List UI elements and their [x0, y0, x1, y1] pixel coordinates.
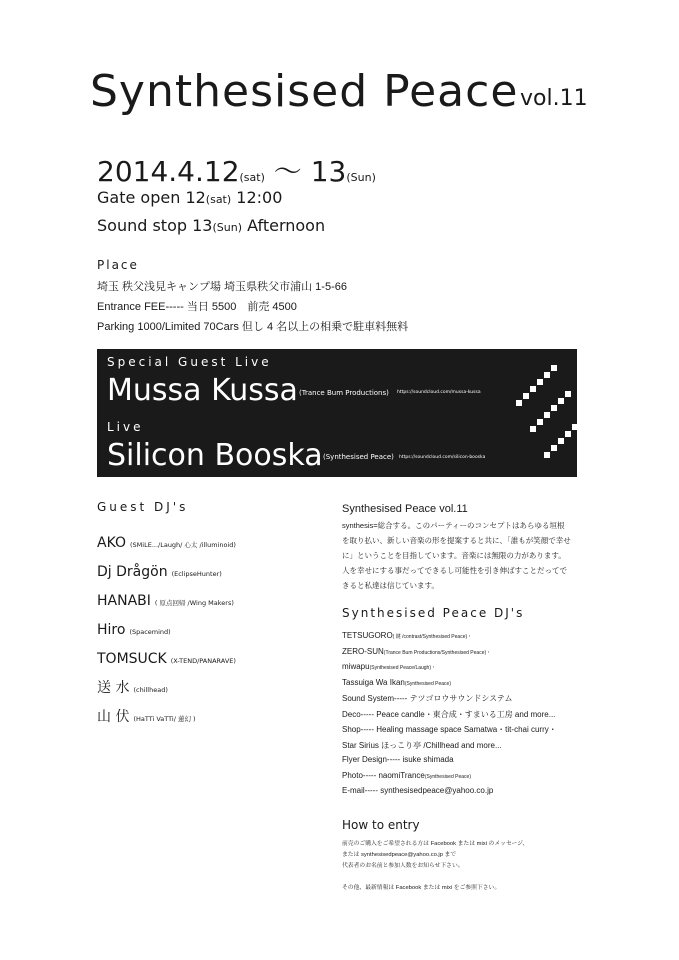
guest-dj-name: Hiro	[97, 622, 126, 638]
venue-address: 埼玉 秩父浅見キャンプ場 埼玉県秩父市浦山 1-5-66	[97, 281, 347, 293]
crew-line	[342, 647, 491, 656]
crew-text: TETSUGORO	[342, 631, 393, 640]
sound-num: 13	[192, 216, 213, 235]
pixel-square	[530, 386, 536, 392]
guest-dj-name: TOMSUCK	[97, 651, 167, 667]
gate-time: 12:00	[236, 188, 283, 207]
special-guest-live-label: Special Guest Live	[107, 355, 272, 369]
crew-line	[342, 693, 513, 704]
about-line: 人を幸せにする事だってできるし可能性を引き伸ばすことだってで	[342, 566, 567, 575]
pixel-square	[537, 379, 543, 385]
guest-dj-name: AKO	[97, 535, 127, 551]
mussa-kussa-name: Mussa Kussa	[107, 373, 298, 408]
crew-line	[342, 771, 471, 780]
resident-djs-heading: Synthesised Peace DJ's	[342, 606, 525, 620]
gate-label: Gate open	[97, 188, 181, 207]
pixel-square	[558, 438, 564, 444]
crew-line	[342, 724, 557, 735]
about-line: synthesis=総合する。このパーティーのコンセプトはあらゆる垣根	[342, 521, 565, 530]
date-start: 2014.4.12	[97, 155, 240, 188]
guest-dj-row	[97, 561, 222, 580]
gate-open	[97, 188, 282, 207]
crew-affiliation: (Synthesised Peace)	[424, 773, 471, 780]
pixel-square	[523, 393, 529, 399]
place-heading: Place	[97, 258, 139, 272]
crew-text: Flyer Design----- isuke shimada	[342, 755, 454, 764]
pixel-square	[551, 365, 557, 371]
crew-line	[342, 740, 502, 751]
pixel-square	[544, 412, 550, 418]
pixel-square	[530, 426, 536, 432]
crew-line	[342, 631, 472, 640]
crew-text: ZERO-SUN	[342, 646, 384, 656]
guest-dj-name: 山 伏	[97, 709, 130, 725]
flyer-volume: vol.11	[520, 86, 588, 111]
sound-label: Sound stop	[97, 216, 188, 235]
guest-djs-heading: Guest DJ's	[97, 500, 189, 514]
sound-stop	[97, 216, 325, 235]
crew-affiliation: (Trance Bum Productions/Synthesised Peace)・	[383, 649, 492, 656]
pixel-square	[544, 452, 550, 458]
how-to-line: 代表者のお名前と参加人数をお知らせ下さい。	[342, 863, 464, 869]
about-line: を取り払い、新しい音楽の形を提案すると共に、「誰もが笑顔で幸せ	[342, 536, 571, 545]
guest-dj-name: Dj Drågön	[97, 564, 168, 580]
date-day2: (Sun)	[346, 171, 376, 184]
guest-dj-affiliation: (EclipseHunter)	[171, 570, 222, 578]
parking-info: Parking 1000/Limited 70Cars 但し 4 名以上の相乗で駐車料無料	[97, 321, 409, 333]
silicon-booska-name: Silicon Booska	[107, 438, 323, 473]
pixel-square	[537, 419, 543, 425]
crew-affiliation: (Synthesised Peace)	[404, 680, 451, 687]
entrance-fee: Entrance FEE----- 当日 5500 前売 4500	[97, 301, 297, 313]
guest-dj-row	[97, 532, 236, 551]
crew-text: Sound System----- テツゴロウサウンドシステム	[342, 694, 513, 703]
crew-text: miwapu	[342, 662, 370, 671]
crew-affiliation: (Synthesised Peace/Laugh)・	[369, 665, 437, 671]
crew-line	[342, 755, 454, 764]
guest-dj-row	[97, 590, 234, 609]
guest-dj-row	[97, 619, 171, 638]
mussa-kussa-url[interactable]: https://soundcloud.com/mussa-kussa	[397, 390, 481, 395]
guest-dj-affiliation: ( 原点回帰 /Wing Makers)	[154, 599, 234, 607]
silicon-booska-label: (Synthesised Peace)	[323, 453, 394, 461]
gate-day: (sat)	[205, 193, 232, 206]
guest-dj-row	[97, 648, 236, 667]
guest-dj-affiliation: (X-TEND/PANARAVE)	[170, 657, 236, 665]
about-line: に」ということを目指しています。音楽には無限の力があります。	[342, 551, 566, 560]
pixel-square	[558, 398, 564, 404]
how-to-line: 前売のご購入をご希望される方は Facebook または mixi のメッセージ、	[342, 841, 529, 847]
crew-line	[342, 786, 493, 795]
how-to-line: その他、最新情報は Facebook または mixi をご参照下さい。	[342, 885, 501, 891]
guest-dj-affiliation: (chillhead)	[133, 686, 168, 694]
live-label: Live	[107, 420, 144, 434]
how-to-entry-heading: How to entry	[342, 818, 420, 832]
guest-dj-name: HANABI	[97, 593, 151, 609]
gate-num: 12	[185, 188, 206, 207]
crew-line	[342, 678, 451, 687]
live-banner	[97, 349, 577, 477]
crew-affiliation: ( 鍵 /contrast/Synthesised Peace)・	[392, 634, 473, 640]
crew-line	[342, 662, 436, 671]
guest-dj-name: 送 水	[97, 680, 130, 696]
how-to-line: または synthesisedpeace@yahoo.co.jp まで	[342, 852, 457, 858]
event-date	[97, 150, 376, 190]
sound-time: Afternoon	[247, 216, 326, 235]
pixel-square	[544, 372, 550, 378]
crew-line	[342, 709, 555, 720]
guest-dj-affiliation: (SMiLE.../Laugh/ 心太 /illuminoid)	[130, 541, 236, 549]
crew-text: Deco----- Peace candle・東合成・すまいる工房 and more...	[342, 709, 556, 719]
guest-dj-row	[97, 677, 168, 697]
date-day1: (sat)	[239, 171, 265, 184]
pixel-square	[565, 391, 571, 397]
pixel-square	[572, 424, 578, 430]
crew-text: Star Sirius ほっこり亭 /Chillhead and more...	[342, 740, 502, 750]
pixel-square	[565, 431, 571, 437]
crew-text: Shop----- Healing massage space Samatwa・tit-chai curry・	[342, 725, 557, 734]
mussa-kussa-label: (Trance Bum Productions)	[299, 389, 389, 397]
date-tilde: 〜	[273, 155, 302, 188]
about-line: きると私達は信じています。	[342, 581, 439, 590]
pixel-square	[516, 400, 522, 406]
crew-text: E-mail----- synthesisedpeace@yahoo.co.jp	[342, 786, 494, 795]
crew-text: Photo----- naomiTrance	[342, 770, 425, 780]
silicon-booska-url[interactable]: https://soundcloud.com/silicon-booska	[399, 455, 486, 460]
date-end: 13	[310, 155, 347, 188]
flyer-title: Synthesised Peace	[90, 66, 519, 117]
pixel-square	[579, 417, 585, 423]
pixel-square	[551, 405, 557, 411]
guest-dj-affiliation: (HaTTi VaTTi/ 蓮幻 )	[133, 715, 196, 723]
guest-dj-affiliation: (Spacemind)	[129, 628, 171, 636]
crew-text: Tassuiga Wa Ikan	[342, 677, 405, 687]
guest-dj-row	[97, 706, 196, 726]
about-title: Synthesised Peace vol.11	[342, 503, 468, 515]
sound-day: (Sun)	[212, 221, 242, 234]
pixel-square	[551, 445, 557, 451]
